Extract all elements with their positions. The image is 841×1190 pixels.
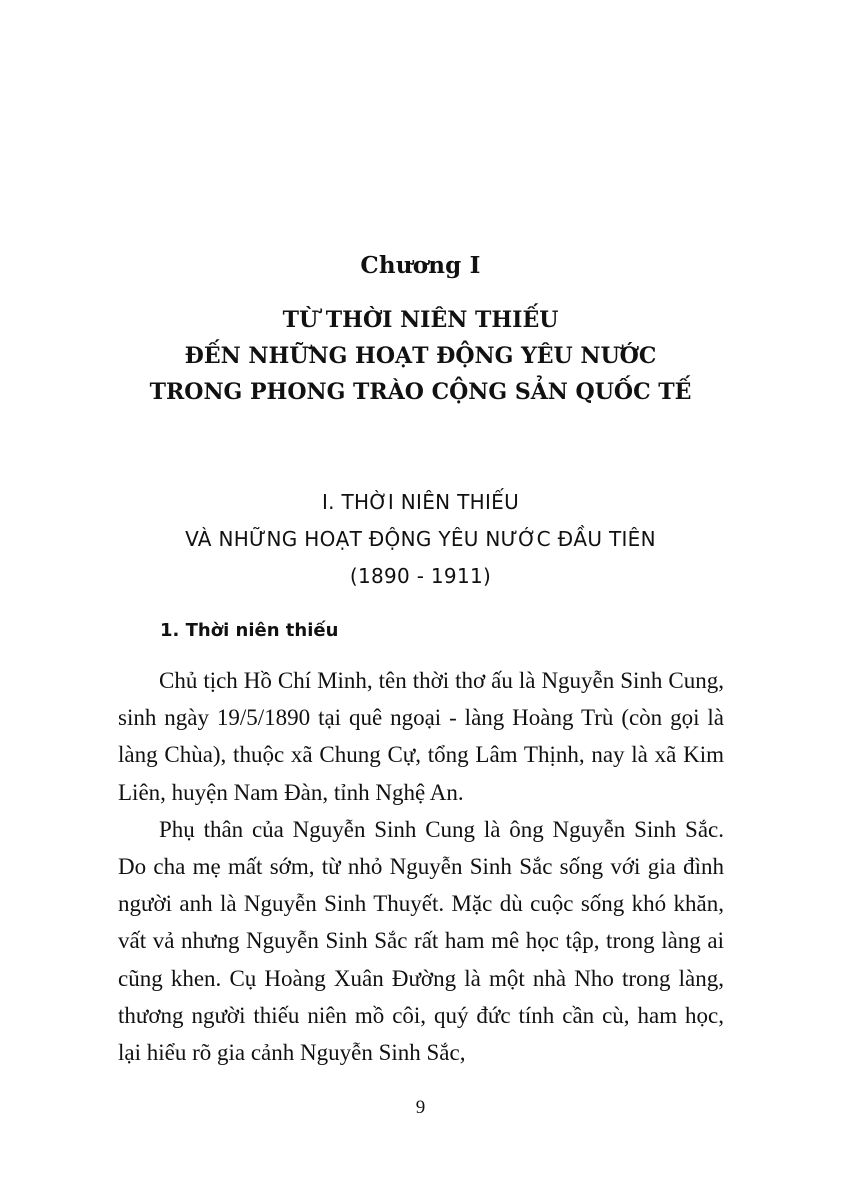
body-text	[118, 662, 724, 1071]
section-heading-line: (1890 - 1911)	[349, 564, 492, 588]
paragraph: Chủ tịch Hồ Chí Minh, tên thời thơ ấu là Nguyễn Sinh Cung, sinh ngày 19/5/1890 tại quê ngoại - làng Hoàng Trù (còn gọi là làng Chùa), thuộc xã Chung Cự, tổng Lâm Thịnh, nay là xã Kim Liên, huyện Nam Đàn, tỉnh Nghệ An.	[118, 668, 724, 805]
section-heading-line: I. THỜI NIÊN THIẾU	[321, 490, 520, 514]
subsection-title: 1. Thời niên thiếu	[160, 620, 339, 641]
chapter-title-line: ĐẾN NHỮNG HOẠT ĐỘNG YÊU NƯỚC	[184, 343, 657, 369]
section-heading	[0, 484, 841, 595]
paragraph: Phụ thân của Nguyễn Sinh Cung là ông Nguyễn Sinh Sắc. Do cha mẹ mất sớm, từ nhỏ Nguyễn Sinh Sắc sống với gia đình người anh là Nguyễn Sinh Thuyết. Mặc dù cuộc sống khó khăn, vất vả nhưng Nguyễn Sinh Sắc rất ham mê học tập, trong làng ai cũng khen. Cụ Hoàng Xuân Đường là một nhà Nho trong làng, thương người thiếu niên mồ côi, quý đức tính cần cù, ham học, lại hiểu rõ gia cảnh Nguyễn Sinh Sắc,	[118, 816, 724, 1066]
chapter-label: Chương I	[360, 252, 481, 279]
chapter-title-line: TRONG PHONG TRÀO CỘNG SẢN QUỐC TẾ	[149, 379, 692, 405]
chapter-title-line: TỪ THỜI NIÊN THIẾU	[282, 307, 559, 333]
chapter-title	[0, 302, 841, 410]
section-heading-line: VÀ NHỮNG HOẠT ĐỘNG YÊU NƯỚC ĐẦU TIÊN	[185, 527, 656, 551]
page-number: 9	[415, 1097, 426, 1118]
